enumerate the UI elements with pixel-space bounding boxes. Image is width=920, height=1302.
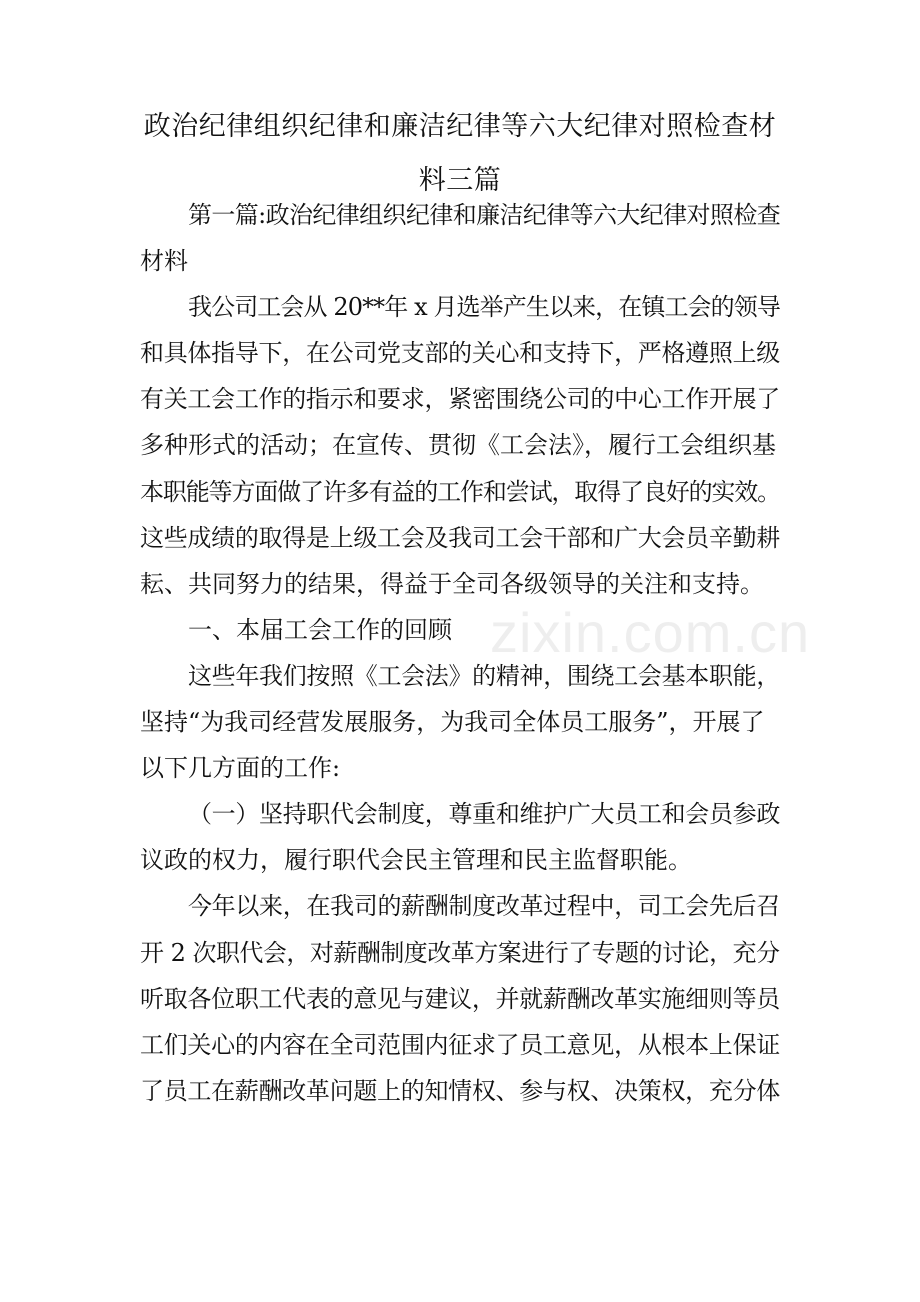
- paragraph-line: 有关工会工作的指示和要求，紧密围绕公司的中心工作开展了: [140, 385, 780, 414]
- section-heading-line: 第一篇:政治纪律组织纪律和廉洁纪律等六大纪律对照检查: [188, 201, 781, 229]
- title-line-1: 政治纪律组织纪律和廉洁纪律等六大纪律对照检查材: [143, 111, 777, 142]
- section-heading-line: 材料: [140, 247, 188, 276]
- paragraph-line: 今年以来，在我司的薪酬制度改革过程中，司工会先后召: [188, 892, 780, 921]
- paragraph-line: 了员工在薪酬改革问题上的知情权、参与权、决策权，充分体: [140, 1076, 780, 1105]
- paragraph-line: 坚持“为我司经营发展服务，为我司全体员工服务”，开展了: [140, 708, 765, 737]
- paragraph-line: 我公司工会从 20**年 x 月选举产生以来，在镇工会的领导: [188, 293, 780, 322]
- paragraph-line: 以下几方面的工作:: [140, 754, 341, 783]
- subheading-line: 一、本届工会工作的回顾: [188, 615, 452, 644]
- paragraph-line: 这些年我们按照《工会法》的精神，围绕工会基本职能，: [188, 661, 780, 690]
- paragraph-line: 工们关心的内容在全司范围内征求了员工意见，从根本上保证: [140, 1030, 780, 1059]
- document-body: [140, 192, 780, 1114]
- paragraph-line: 开 2 次职代会，对薪酬制度改革方案进行了专题的讨论，充分: [140, 938, 780, 967]
- paragraph-line: 和具体指导下，在公司党支部的关心和支持下，严格遵照上级: [140, 339, 780, 368]
- subheading-line: 议政的权力，履行职代会民主管理和民主监督职能。: [140, 846, 692, 875]
- paragraph-line: 多种形式的活动；在宣传、贯彻《工会法》，履行工会组织基: [140, 431, 776, 460]
- watermark: zixin.com.cn: [490, 601, 811, 664]
- paragraph-line: 本职能等方面做了许多有益的工作和尝试，取得了良好的实效。: [140, 477, 780, 506]
- paragraph-line: 耘、共同努力的结果，得益于全司各级领导的关注和支持。: [140, 569, 764, 598]
- paragraph-line: 听取各位职工代表的意见与建议，并就薪酬改革实施细则等员: [140, 984, 780, 1013]
- title-line-2: 料三篇: [418, 165, 502, 196]
- subheading-line: （一）坚持职代会制度，尊重和维护广大员工和会员参政: [188, 800, 780, 829]
- paragraph-line: 这些成绩的取得是上级工会及我司工会干部和广大会员辛勤耕: [140, 523, 780, 552]
